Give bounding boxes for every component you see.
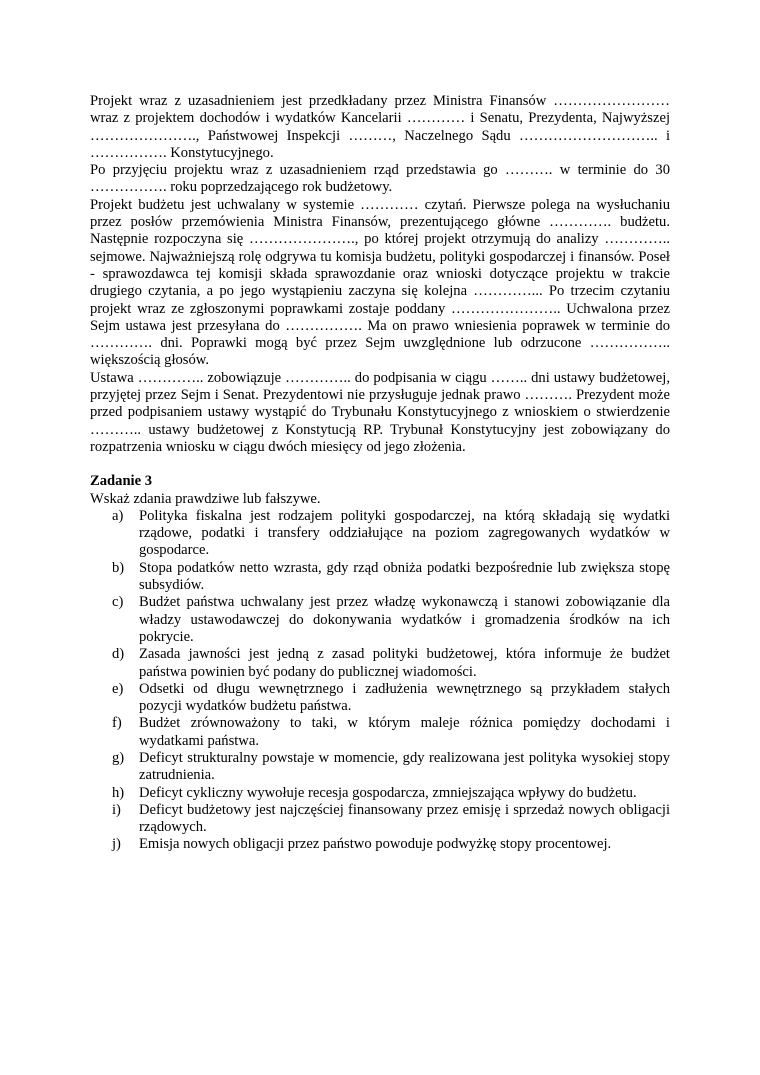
document-page [90, 93, 670, 854]
statement-text: Deficyt strukturalny powstaje w momencie, gdy realizowana jest polityka wysokiej stopy zatrudnienia. [139, 749, 670, 784]
statement-letter: g) [112, 749, 125, 766]
statement-letter: i) [112, 801, 121, 818]
task-instruction: Wskaż zdania prawdziwe lub fałszywe. [90, 490, 321, 507]
statement-text: Emisja nowych obligacji przez państwo powoduje podwyżkę stopy procentowej. [139, 836, 612, 853]
statement-letter: e) [112, 680, 124, 697]
statement-letter: c) [112, 594, 124, 611]
statement-text: Deficyt budżetowy jest najczęściej finansowany przez emisję i sprzedaż nowych obligacji rządowych. [139, 801, 670, 836]
statement-text: Budżet zrównoważony to taki, w którym maleje różnica pomiędzy dochodami i wydatkami państwa. [139, 715, 670, 749]
paragraph-sejm-readings: Projekt budżetu jest uchwalany w systemie ………… czytań. Pierwsze polega na wysłuchaniu przez posłów przemówienia Ministra Finansów, prezentującego główne …………. budżetu. Następnie rozpoczyna się …………………., po której projekt otrzymują do analizy ………….. sejmowe. Najważniejszą rolę odgrywa tu komisja budżetu, polityki gospodarczej i finansów. Poseł - sprawozdawca tej komisji składa sprawozdanie oraz wnioski dotyczące projektu w trakcie drugiego czytania, a po jego wystąpieniu zaczyna się kolejna …………... Po trzecim czytaniu projekt wraz ze zgłoszonymi poprawkami zostaje poddany ………………….. Uchwalona przez Sejm ustawa jest przesyłana do ……………. Ma on prawo wniesienia poprawek w terminie do …………. dni. Poprawki mogą być przez Sejm uwzględnione lub odrzucone …………….. większością głosów. [90, 196, 670, 369]
statement-item [90, 646, 670, 681]
statement-item [90, 508, 670, 560]
statement-item [90, 594, 670, 646]
statement-item [90, 715, 670, 750]
statement-item [90, 750, 670, 785]
statement-letter: h) [112, 784, 125, 801]
task-heading: Zadanie 3 [90, 473, 153, 490]
statement-text: Stopa podatków netto wzrasta, gdy rząd obniża podatki bezpośrednie lub zwiększa stopę subsydiów. [139, 559, 670, 594]
statement-letter: a) [112, 507, 124, 524]
statement-text: Deficyt cykliczny wywołuje recesja gospodarcza, zmniejszająca wpływy do budżetu. [139, 784, 637, 801]
paragraph-government-deadline: Po przyjęciu projektu wraz z uzasadnieniem rząd przedstawia go ………. w terminie do 30 ……………. roku poprzedzającego rok budżetowy. [90, 162, 670, 196]
statement-text: Zasada jawności jest jedną z zasad polityki budżetowej, która informuje że budżet państwa powinien być podany do publicznej wiadomości. [139, 646, 670, 680]
statement-letter: d) [112, 646, 125, 663]
statement-text: Polityka fiskalna jest rodzajem polityki gospodarczej, na którą składają się wydatki rządowe, podatki i transfery oddziałujące na poziom zagregowanych wydatków w gospodarce. [139, 507, 670, 559]
paragraph-president-signature: Ustawa ………….. zobowiązuje ………….. do podpisania w ciągu …….. dni ustawy budżetowej, przyjętej przez Sejm i Senat. Prezydentowi nie przysługuje jednak prawo ………. Prezydent może przed podpisaniem ustawy wystąpić do Trybunału Konstytucyjnego z wnioskiem o stwierdzenie ……….. ustawy budżetowej z Konstytucją RP. Trybunał Konstytucyjny jest zobowiązany do rozpatrzenia wniosku w ciągu dwóch miesięcy od jego złożenia. [90, 369, 670, 455]
statement-item [90, 560, 670, 595]
statement-item [90, 681, 670, 716]
statement-letter: j) [112, 836, 121, 853]
statement-letter: b) [112, 559, 125, 576]
paragraph-budget-submission: Projekt wraz z uzasadnieniem jest przedkładany przez Ministra Finansów …………………… wraz z projektem dochodów i wydatków Kancelarii ………… i Senatu, Prezydenta, Najwyższej …………………., Państwowej Inspekcji ………, Naczelnego Sądu ……………………….. i ……………. Konstytucyjnego. [90, 93, 670, 161]
statement-text: Budżet państwa uchwalany jest przez władzę wykonawczą i stanowi zobowiązanie dla władzy ustawodawczej do dokonywania wydatków i gromadzenia środków na ich pokrycie. [139, 594, 670, 645]
statement-item [90, 802, 670, 837]
statement-item [90, 836, 670, 853]
statement-text: Odsetki od długu wewnętrznego i zadłużenia wewnętrznego są przykładem stałych pozycji wydatków budżetu państwa. [139, 680, 670, 715]
statement-item [90, 785, 670, 802]
statement-list [90, 508, 670, 854]
statement-letter: f) [112, 715, 122, 732]
